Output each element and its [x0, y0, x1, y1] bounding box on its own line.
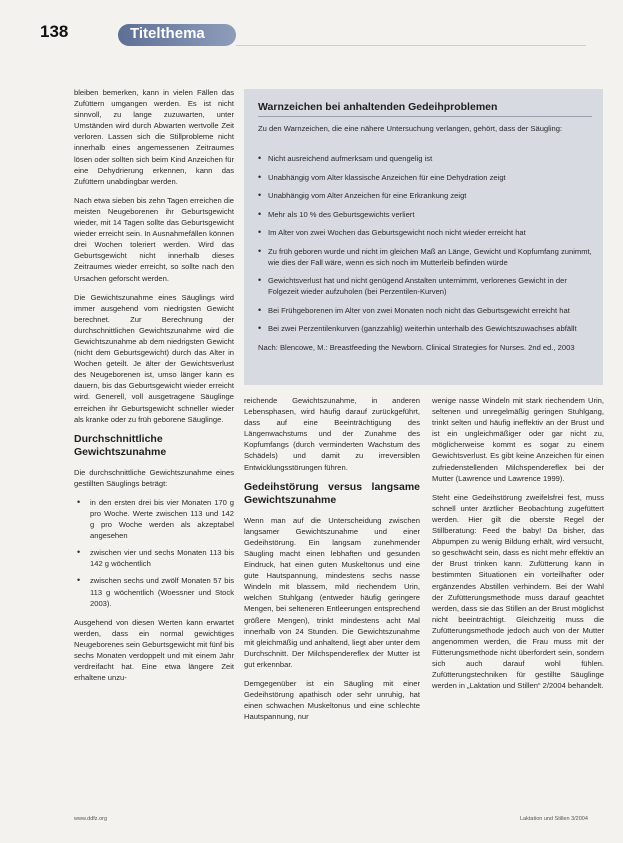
paragraph: Ausgehend von diesen Werten kann erwartet werden, dass ein normal gewichtiges Neugeborenes sein Geburtsgewicht mit fünf bis sechs Monaten verdoppelt und mit einem Jahr verdreifacht hat. Eine etwa längere Zeit erhaltene unzu-	[74, 617, 234, 683]
warning-item: • Zu früh geboren wurde und nicht im gleichen Maß an Länge, Gewicht und Kopfumfang zunimmt, wie dies der Fall wäre, wenn es sich noch im Mutterleib befinden würde	[258, 246, 592, 268]
footer-website: www.ddfz.org	[74, 816, 108, 822]
warning-item: • Gewichtsverlust hat und nicht genügend Anstalten unternimmt, verlorenes Gewicht in der Folgezeit wieder aufzuholen (bei Perzentilen-Kurven)	[258, 275, 592, 297]
warning-item: • Bei zwei Perzentilenkurven (ganzzahlig) weiterhin unterhalb des Gewichtszuwachses abfällt	[258, 323, 592, 334]
warning-box-list	[258, 153, 592, 342]
warning-box-source: Nach: Blencowe, M.: Breastfeeding the Newborn. Clinical Strategies for Nurses. 2nd ed., 2003	[258, 343, 575, 352]
section-heading: Durchschnittliche Gewichtszunahme	[74, 432, 167, 458]
warning-box-intro: Zu den Warnzeichen, die eine nähere Untersuchung verlangen, gehört, dass der Säugling:	[258, 124, 563, 133]
list-item: • zwischen vier und sechs Monaten 113 bis 142 g wöchentlich	[74, 547, 234, 569]
footer-issue: Laktation und Stillen 3/2004	[520, 816, 588, 822]
warning-item: • Mehr als 10 % des Geburtsgewichts verliert	[258, 209, 592, 220]
paragraph: Steht eine Gedeihstörung zweifelsfrei fest, muss schnell unter ärztlicher Beobachtung zugefüttert werden. Hier gilt die oberste Regel der Stillberatung: Feed the baby! Da bisher, das Abpumpen zu wenig Bildung erhält, wird versucht, so geschwächt sein, dass es nicht mehr effektiv an der Brust trinken kann. Zufütterung kann in bestimmten Situationen ein vorteilhafter oder ergänzendes Abstillen verhindern. Bei der Wahl der Zufütterungsmethode muss darauf geachtet werden, dass sie das Stillen an der Brust möglichst nicht beeinträchtigt. Gleichzeitig muss die Zufütterungsmethode jedoch auch von der Mutter angenommen werden, die Frau muss mit der Fütterungsmethode nicht überfordert sein, sondern sich auch darauf wohl fühlen. Zufütterungstechniken für gestillte Säuglinge werden in „Laktation und Stillen“ 2/2004 behandelt.	[432, 492, 604, 691]
warning-item: • Unabhängig vom Alter klassische Anzeichen für eine Dehydration zeigt	[258, 172, 592, 183]
paragraph: Wenn man auf die Unterscheidung zwischen langsamer Gewichtszunahme und einer Gedeihstörung. Ein langsam zunehmender Säugling macht einen lebhaften und gesunden Eindruck, hat einen guten Muskeltonus und eine gute Hautspannung, mindestens sechs nasse Windeln mit blassem, mild riechendem Urin, welchen Stuhlgang (entweder häufig geringere Mengen, bei selteneren Entleerungen entsprechend größere Mengen), trinkt mindestens acht Mal innerhalb von 24 Stunden. Die Gewichtszunahme mit gleichmäßig und anhaltend, liegt aber unter dem Durchschnitt. Der Milchspendereflex der Mutter ist gut erkennbar.	[244, 515, 420, 669]
warning-box	[244, 89, 603, 385]
header-rule	[236, 45, 586, 46]
section-heading: Gedeihstörung versus langsame Gewichtszunahme	[244, 480, 420, 506]
warning-item: • Im Alter von zwei Wochen das Geburtsgewicht noch nicht wieder erreicht hat	[258, 227, 592, 238]
warning-box-rule	[258, 116, 592, 117]
section-tab	[118, 24, 236, 46]
warning-item: • Nicht ausreichend aufmerksam und quengelig ist	[258, 153, 592, 164]
paragraph: Nach etwa sieben bis zehn Tagen erreichen die meisten Neugeborenen ihr Geburtsgewicht wieder, mit 14 Tagen sollte das Geburtsgewicht wieder erreicht sein. In Ausnahmefällen können drei Wochen toleriert werden. Wird das Geburtsgewicht nicht innerhalb dieses Zeitraumes wieder erreicht, so sollte nach den Ursachen geforscht werden.	[74, 195, 234, 283]
weight-gain-list	[74, 497, 234, 609]
warning-box-title: Warnzeichen bei anhaltenden Gedeihproblemen	[258, 101, 498, 113]
warning-item: • Unabhängig vom Alter Anzeichen für eine Erkrankung zeigt	[258, 190, 592, 201]
paragraph: Demgegenüber ist ein Säugling mit einer Gedeihstörung apathisch oder sehr unruhig, hat einen schwachen Muskeltonus und eine schlechte Hautspannung, nur	[244, 678, 420, 722]
column-3	[432, 395, 604, 699]
paragraph: bleiben bemerken, kann in vielen Fällen das Zufüttern umgangen werden. Es ist nicht sinnvoll, zu lange zuzuwarten, unter Umständen wird durch Abwarten wertvolle Zeit verloren. Lassen sich die Stillprobleme nicht innerhalb eines angemessenen Zeitraumes lösen oder sollten sich beim Kind Anzeichen für eine Dehydrierung erkennen, kann das Zufüttern unabdingbar werden.	[74, 88, 234, 186]
list-item: • zwischen sechs und zwölf Monaten 57 bis 113 g wöchentlich (Woessner und Stock 2003).	[74, 575, 234, 608]
warning-item: • Bei Frühgeborenen im Alter von zwei Monaten noch nicht das Geburtsgewicht erreicht hat	[258, 305, 592, 316]
column-2	[244, 395, 420, 730]
page-number: 138	[40, 22, 69, 41]
list-item: • in den ersten drei bis vier Monaten 170 g pro Woche. Werte zwischen 113 und 142 g pro Woche werden als akzeptabel angesehen	[74, 497, 234, 541]
column-1	[74, 87, 234, 691]
paragraph: Die durchschnittliche Gewichtszunahme eines gestillten Säuglings beträgt:	[74, 467, 234, 488]
paragraph: wenige nasse Windeln mit stark riechendem Urin, seltenen und unregelmäßig geringen Stuhlgang, trinkt selten und häufig ineffektiv an der Brust und ist ein ungleichmäßiger oder gar nicht zu, möglicherweise kommt es sogar zu einem Gewichtsverlust. Es gibt keine Anzeichen für einen zufriedenstellenden Milchspendereflex bei der Mutter (Lawrence und Lawrence 1999).	[432, 396, 604, 483]
paragraph: Die Gewichtszunahme eines Säuglings wird immer ausgehend vom niedrigsten Gewicht berechnet. Zur Berechnung der durchschnittlichen Gewichtszunahme wird die Gewichtszunahme ab dem niedrigsten Gewicht (nicht dem Geburtsgewicht) durch das Alter in Wochen geteilt. Je älter der Gewichtsverlust des Neugeborenen ist, umso länger kann es dauern, bis das Geburtsgewicht wieder erreicht wird. Generell, voll ausgetragene Säuglinge erreichen ihr Geburtsgewicht schneller wieder als kranke oder zu früh geborene Säuglinge.	[74, 292, 234, 424]
section-tab-label: Titelthema	[130, 25, 205, 42]
paragraph: reichende Gewichtszunahme, in anderen Lebensphasen, wird häufig darauf zurückgeführt, dass auf eine Beeinträchtigung des Längenwachstums und der Zunahme des Kopfumfangs (durch verminderten Wachstum des Schädels) und damit zu irreversiblen Entwicklungsstörungen führen.	[244, 396, 420, 472]
